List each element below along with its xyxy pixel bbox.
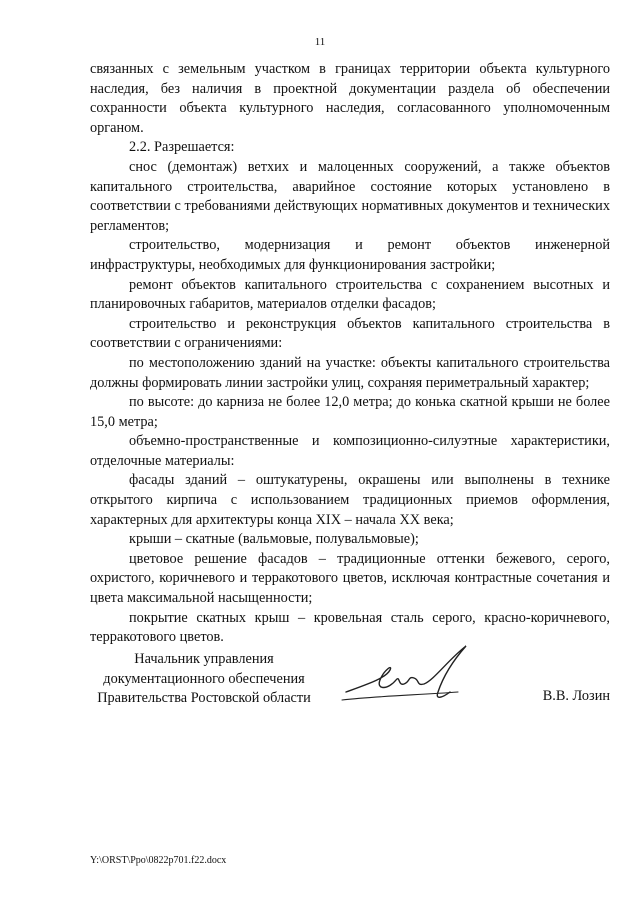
file-path: Y:\ORST\Ppo\0822p701.f22.docx	[90, 855, 227, 866]
signatory-name: В.В. Лозин	[542, 688, 610, 704]
document-body	[90, 60, 610, 648]
signatory-title	[90, 650, 318, 709]
signatory-title-line: документационного обеспечения	[103, 670, 305, 687]
paragraph: по высоте: до карниза не более 12,0 метра; до конька скатной крыши не более 15,0 метра;	[90, 394, 610, 430]
paragraph: связанных с земельным участком в границах территории объекта культурного наследия, без наличия в проектной документации раздела об обеспечении сохранности объекта культурного наследия, согласованного уполномоченным органом.	[90, 61, 610, 136]
signatory-title-line: Правительства Ростовской области	[97, 690, 311, 707]
paragraph: объемно-пространственные и композиционно-силуэтные характеристики, отделочные материалы:	[90, 433, 610, 469]
paragraph: фасады зданий – оштукатурены, окрашены или выполнены в технике открытого кирпича с использованием традиционных приемов оформления, характерных для архитектуры конца XIX – начала XX века;	[90, 472, 610, 528]
paragraph: крыши – скатные (вальмовые, полувальмовые);	[129, 531, 419, 548]
paragraph: строительство, модернизация и ремонт объектов инженерной инфраструктуры, необходимых для функционирования застройки;	[90, 237, 610, 273]
paragraph: 2.2. Разрешается:	[129, 139, 235, 156]
handwritten-signature	[338, 640, 498, 710]
paragraph: по местоположению зданий на участке: объекты капитального строительства должны формировать линии застройки улиц, сохраняя периметральный характер;	[90, 354, 610, 391]
paragraph: ремонт объектов капитального строительства с сохранением высотных и планировочных габаритов, материалов отделки фасадов;	[90, 276, 610, 313]
page-number: 11	[314, 36, 326, 48]
paragraph: снос (демонтаж) ветхих и малоценных сооружений, а также объектов капитального строительства, аварийное состояние которых установлено в соответствии с требованиями действующих нормативных документов и технических регламентов;	[90, 158, 610, 234]
paragraph: строительство и реконструкция объектов капитального строительства в соответствии с ограничениями:	[90, 315, 610, 352]
signatory-title-line: Начальник управления	[134, 651, 274, 667]
paragraph: покрытие скатных крыш – кровельная сталь серого, красно-коричневого, терракотового цветов.	[90, 609, 610, 646]
paragraph: цветовое решение фасадов – традиционные оттенки бежевого, серого, охристого, коричневого и терракотового цветов, исключая контрастные сочетания и цвета максимальной насыщенности;	[90, 550, 610, 607]
